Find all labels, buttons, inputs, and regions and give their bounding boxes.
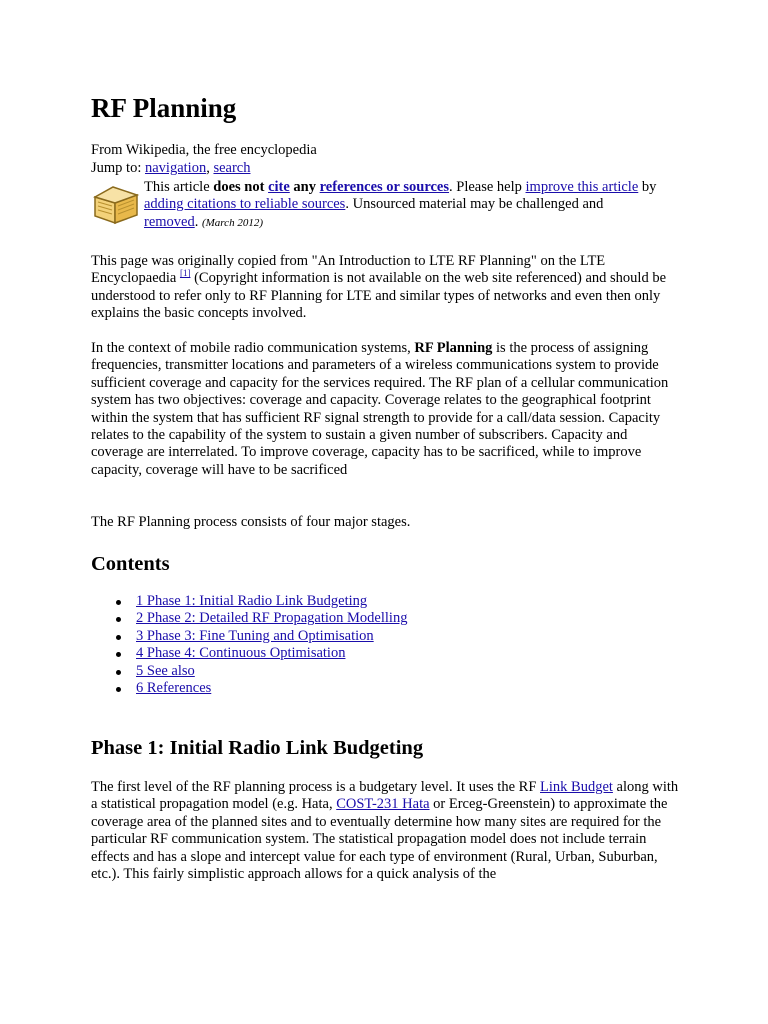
- notice-text-2: . Please help: [449, 179, 526, 195]
- toc-link-phase-3[interactable]: 3 Phase 3: Fine Tuning and Optimisation: [136, 627, 374, 644]
- toc-item: [91, 610, 407, 627]
- adding-citations-link[interactable]: adding citations to reliable sources: [144, 196, 346, 213]
- bullet-icon: [116, 617, 121, 622]
- navigation-link[interactable]: navigation: [144, 160, 207, 176]
- reference-1-link[interactable]: [1]: [179, 268, 191, 279]
- notice-any: any: [293, 179, 316, 195]
- para2-text-a: In the context of mobile radio communication systems,: [91, 340, 415, 356]
- toc-item: [91, 593, 407, 610]
- toc-link-phase-4[interactable]: 4 Phase 4: Continuous Optimisation: [136, 645, 346, 662]
- search-link[interactable]: search: [213, 160, 251, 176]
- para4-text-b: along with a statistical propagation model (e.g. Hata,: [91, 779, 679, 813]
- references-or-sources-link[interactable]: references or sources: [319, 179, 450, 195]
- toc-item: [91, 663, 407, 680]
- toc-link-references[interactable]: 6 References: [136, 679, 212, 696]
- para4-text-a: The first level of the RF planning process is a budgetary level. It uses the RF: [91, 779, 541, 795]
- toc-item: [91, 628, 407, 645]
- toc-link-phase-1[interactable]: 1 Phase 1: Initial Radio Link Budgeting: [136, 593, 368, 609]
- paragraph-stages: The RF Planning process consists of four major stages.: [91, 514, 411, 530]
- jump-separator: ,: [206, 160, 214, 176]
- table-of-contents: [91, 593, 407, 697]
- contents-heading: Contents: [91, 553, 170, 575]
- para1-text-b: (Copyright information is not available on the web site referenced) and should be understood to refer only to RF Planning for LTE and similar types of networks and even then only explains the basic concepts involved.: [91, 270, 667, 322]
- para2-bold-term: RF Planning: [414, 340, 493, 356]
- toc-link-see-also[interactable]: 5 See also: [136, 662, 195, 679]
- notice-text: [144, 179, 689, 232]
- bullet-icon: [116, 687, 121, 692]
- toc-item: [91, 645, 407, 662]
- citation-notice: [91, 179, 691, 237]
- notice-date: (March 2012): [201, 216, 263, 229]
- link-budget-link[interactable]: Link Budget: [540, 779, 613, 795]
- removed-link[interactable]: removed: [144, 213, 195, 230]
- notice-text-3: by: [638, 179, 657, 195]
- cite-link[interactable]: cite: [268, 179, 290, 195]
- phase-1-heading: Phase 1: Initial Radio Link Budgeting: [91, 737, 424, 759]
- page-title: RF Planning: [91, 93, 237, 123]
- para2-text-b: is the process of assigning frequencies, transmitter locations and parameters of a wireless communications system to provide sufficient coverage and capacity for the services required. The RF plan of a cellular communication system has two objectives: coverage and capacity. Coverage relates to the geographical footprint within the system that has sufficient RF signal strength to provide for a call/data session. Capacity relates to the capability of the system to sustain a given number of subscribers. Capacity and coverage are interrelated. To improve coverage, capacity has to be sacrificed, while to improve capacity, coverage will have to be sacrificed: [91, 340, 669, 478]
- toc-link-phase-2[interactable]: 2 Phase 2: Detailed RF Propagation Modelling: [136, 610, 408, 627]
- cost-231-hata-link[interactable]: COST-231 Hata: [336, 796, 430, 813]
- bullet-icon: [116, 652, 121, 657]
- notice-text-5: .: [194, 213, 202, 230]
- improve-article-link[interactable]: improve this article: [525, 179, 639, 195]
- toc-item: [91, 680, 407, 697]
- notice-does-not: does not: [213, 179, 265, 195]
- bullet-icon: [116, 670, 121, 675]
- jump-prefix: Jump to:: [91, 160, 145, 176]
- jump-to-line: [91, 160, 681, 177]
- paragraph-intro: [91, 253, 681, 323]
- notice-text-1: This article: [144, 179, 214, 195]
- notice-text-4: . Unsourced material may be challenged and: [345, 196, 604, 213]
- para4-text-c: or Erceg-Greenstein) to approximate the coverage area of the planned sites and to eventually determine how many sites are required for the particular RF communication system. The statistical propagation model does not include terrain effects and has a slope and intercept value for each type of environment (Rural, Urban, Suburban, etc.). This fairly simplistic approach allows for a quick analysis of the: [91, 796, 668, 883]
- from-line: From Wikipedia, the free encyclopedia: [91, 142, 317, 158]
- paragraph-phase-1: [91, 779, 681, 883]
- bullet-icon: [116, 635, 121, 640]
- paragraph-definition: [91, 340, 681, 479]
- para1-text-a: This page was originally copied from "An Introduction to LTE RF Planning" on the LTE Encyclopaedia: [91, 253, 606, 287]
- book-icon: [91, 183, 141, 227]
- bullet-icon: [116, 600, 121, 605]
